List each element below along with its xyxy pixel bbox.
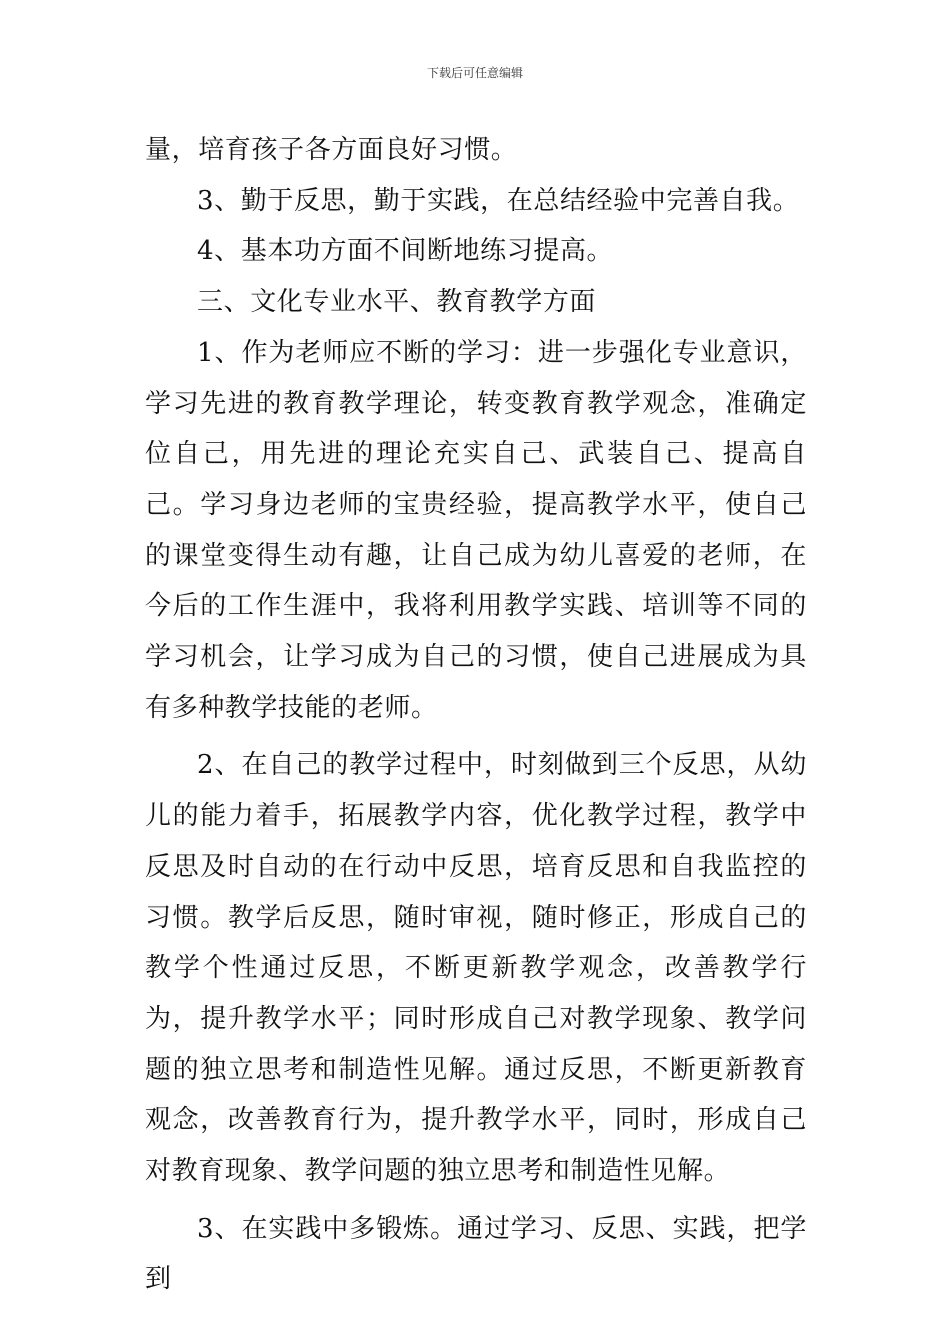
paragraph-section-item-1: 1、作为老师应不断的学习：进一步强化专业意识，学习先进的教育教学理论，转变教育教学观念，准确定位自己，用先进的理论充实自己、武装自己、提高自己。学习身边老师的宝贵经验，提高教学水平，使自己的课堂变得生动有趣，让自己成为幼儿喜爱的老师，在今后的工作生涯中，我将利用教学实践、培训等不同的学习机会，让学习成为自己的习惯，使自己进展成为具有多种教学技能的老师。 <box>145 337 807 723</box>
paragraph-continuation: 量，培育孩子各方面良好习惯。 <box>145 135 518 165</box>
document-body <box>145 125 807 1305</box>
section-heading: 三、文化专业水平、教育教学方面 <box>197 287 597 318</box>
page-header: 下载后可任意编辑 <box>426 66 523 80</box>
paragraph-item-3: 3、勤于反思，勤于实践，在总结经验中完善自我。 <box>197 185 800 216</box>
paragraph-section-item-2: 2、在自己的教学过程中，时刻做到三个反思，从幼儿的能力着手，拓展教学内容，优化教学过程，教学中反思及时自动的在行动中反思，培育反思和自我监控的习惯。教学后反思，随时审视，随时修正，形成自己的教学个性通过反思，不断更新教学观念，改善教学行为，提升教学水平；同时形成自己对教学现象、教学问题的独立思考和制造性见解。通过反思，不断更新教育观念，改善教育行为，提升教学水平，同时，形成自己对教育现象、教学问题的独立思考和制造性见解。 <box>145 750 807 1187</box>
paragraph-item-4: 4、基本功方面不间断地练习提高。 <box>197 236 614 267</box>
paragraph-section-item-3: 3、在实践中多锻炼。通过学习、反思、实践，把学到 <box>145 1213 807 1295</box>
